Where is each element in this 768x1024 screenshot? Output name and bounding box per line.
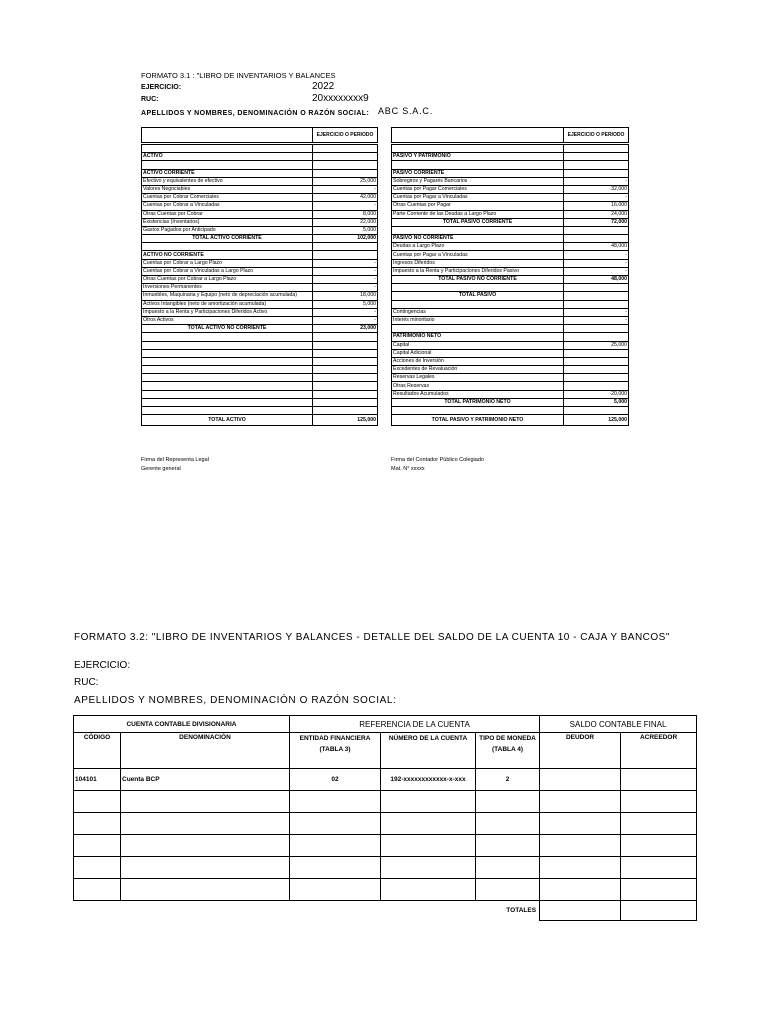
balance-row bbox=[392, 161, 629, 169]
cell-acreedor bbox=[621, 857, 697, 879]
f32-razon-label: APELLIDOS Y NOMBRES, DENOMINACIÓN O RAZÓN SOCIAL: bbox=[74, 695, 397, 706]
cell-deudor bbox=[540, 835, 621, 857]
account-value bbox=[313, 333, 378, 341]
account-label: Efectivo y equivalentes de efectivo bbox=[142, 177, 313, 185]
col-denominacion: DENOMINACIÓN bbox=[121, 733, 290, 769]
account-value: 5,000 bbox=[564, 398, 629, 406]
balance-row bbox=[142, 390, 378, 398]
account-label: TOTAL PATRIMONIO NETO bbox=[392, 398, 564, 406]
account-value bbox=[564, 292, 629, 300]
account-label bbox=[392, 407, 564, 415]
balance-row bbox=[392, 357, 629, 365]
balance-row bbox=[142, 235, 378, 243]
f31-title: FORMATO 3.1 : "LIBRO DE INVENTARIOS Y BALANCES bbox=[141, 71, 336, 80]
balance-row bbox=[142, 259, 378, 267]
account-label bbox=[142, 349, 313, 357]
account-value: 5,000 bbox=[313, 226, 378, 234]
account-value: 25,000 bbox=[564, 341, 629, 349]
cell-entidad bbox=[290, 813, 381, 835]
balance-row bbox=[392, 316, 629, 324]
balance-row bbox=[142, 341, 378, 349]
account-value bbox=[564, 382, 629, 390]
account-value bbox=[564, 235, 629, 243]
cell-codigo bbox=[74, 791, 121, 813]
balance-row bbox=[142, 194, 378, 202]
cell-numero bbox=[381, 813, 476, 835]
group-referencia-header: REFERENCIA DE LA CUENTA bbox=[290, 716, 540, 733]
balance-row bbox=[392, 308, 629, 316]
account-value bbox=[313, 374, 378, 382]
firma-contador: Firma del Contador Público Colegiado bbox=[391, 457, 484, 463]
account-label: TOTAL ACTIVO NO CORRIENTE bbox=[142, 325, 313, 333]
balance-row bbox=[142, 292, 378, 300]
account-value: 23,000 bbox=[313, 325, 378, 333]
account-label: Otros Activos bbox=[142, 316, 313, 324]
account-value: - bbox=[564, 259, 629, 267]
balance-row bbox=[392, 284, 629, 292]
balance-row bbox=[392, 390, 629, 398]
col-numero: NÚMERO DE LA CUENTA bbox=[381, 733, 476, 769]
account-label: Otras Cuentas por Pagar bbox=[392, 202, 564, 210]
cell-entidad: 02 bbox=[290, 769, 381, 791]
table-row bbox=[74, 791, 697, 813]
account-label: Cuentas por Cobrar a Largo Plazo bbox=[142, 259, 313, 267]
account-value: - bbox=[313, 316, 378, 324]
account-value: - bbox=[313, 259, 378, 267]
f31-razon-value: ABC S.A.C. bbox=[378, 106, 434, 116]
account-value: 5,000 bbox=[313, 300, 378, 308]
cell-entidad bbox=[290, 835, 381, 857]
f31-ejercicio-label: EJERCICIO: bbox=[141, 84, 182, 91]
account-value: 48,000 bbox=[564, 243, 629, 251]
cell-denominacion bbox=[121, 835, 290, 857]
balance-row bbox=[392, 292, 629, 300]
balance-row bbox=[142, 251, 378, 259]
account-label: Existencias (Inventarios) bbox=[142, 218, 313, 226]
cell-entidad bbox=[290, 857, 381, 879]
account-label: Cuentas por Cobrar Comerciales bbox=[142, 194, 313, 202]
account-label bbox=[142, 382, 313, 390]
account-label: TOTAL ACTIVO CORRIENTE bbox=[142, 235, 313, 243]
account-value bbox=[564, 325, 629, 333]
balance-row bbox=[142, 276, 378, 284]
cell-acreedor bbox=[621, 769, 697, 791]
account-label: Ingresos Diferidos bbox=[392, 259, 564, 267]
table-row bbox=[74, 879, 697, 901]
account-value bbox=[564, 333, 629, 341]
account-value bbox=[564, 226, 629, 234]
balance-row bbox=[392, 349, 629, 357]
col-tipo: TIPO DE MONEDA (TABLA 4) bbox=[476, 733, 540, 769]
account-value: - bbox=[564, 308, 629, 316]
account-label: Otras Reservas bbox=[392, 382, 564, 390]
account-label bbox=[142, 145, 313, 153]
account-label bbox=[392, 226, 564, 234]
balance-row bbox=[142, 325, 378, 333]
balance-row bbox=[142, 407, 378, 415]
account-value bbox=[564, 300, 629, 308]
f31-ruc-label: RUC: bbox=[141, 96, 159, 103]
table-row bbox=[74, 813, 697, 835]
f31-left-period-header bbox=[141, 127, 378, 143]
balance-row bbox=[142, 366, 378, 374]
account-value bbox=[313, 349, 378, 357]
account-label: Gastos Pagados por Anticipado bbox=[142, 226, 313, 234]
balance-row bbox=[142, 145, 378, 153]
cell-acreedor bbox=[621, 791, 697, 813]
table-row bbox=[74, 835, 697, 857]
totales-label: TOTALES bbox=[74, 901, 540, 921]
account-label: Cuentas por Pagar Comerciales bbox=[392, 185, 564, 193]
cell-deudor bbox=[540, 857, 621, 879]
account-label: Capital Adicional bbox=[392, 349, 564, 357]
account-value: 125,000 bbox=[313, 415, 378, 426]
account-label: PASIVO NO CORRIENTE bbox=[392, 235, 564, 243]
account-label: Parte Corriente de las Deudas a Largo Plazo bbox=[392, 210, 564, 218]
cell-numero bbox=[381, 791, 476, 813]
balance-row bbox=[392, 374, 629, 382]
account-label: ACTIVO NO CORRIENTE bbox=[142, 251, 313, 259]
col-entidad: ENTIDAD FINANCIERA (TABLA 3) bbox=[290, 733, 381, 769]
table-row bbox=[74, 857, 697, 879]
account-value bbox=[313, 390, 378, 398]
f31-razon-label: APELLIDOS Y NOMBRES, DENOMINACIÓN O RAZÓN SOCIAL: bbox=[141, 110, 370, 117]
balance-row bbox=[392, 300, 629, 308]
account-label bbox=[392, 300, 564, 308]
account-label: Acciones de Inversión bbox=[392, 357, 564, 365]
cell-entidad bbox=[290, 879, 381, 901]
account-label: Cuentas por Cobrar a Vinculadas a Largo Plazo bbox=[142, 267, 313, 275]
account-value: - bbox=[564, 177, 629, 185]
cell-numero: 192-xxxxxxxxxxxx-x-xxx bbox=[381, 769, 476, 791]
col-deudor: DEUDOR bbox=[540, 733, 621, 769]
account-label: Interés minoritario bbox=[392, 316, 564, 324]
group-saldo-header: SALDO CONTABLE FINAL bbox=[540, 716, 697, 733]
caja-bancos-table bbox=[73, 715, 697, 921]
account-value: - bbox=[564, 267, 629, 275]
cell-deudor bbox=[540, 813, 621, 835]
account-value: 48,000 bbox=[564, 276, 629, 284]
col-acreedor: ACREEDOR bbox=[621, 733, 697, 769]
cell-acreedor bbox=[621, 879, 697, 901]
total-deudor bbox=[540, 901, 621, 921]
balance-row bbox=[392, 177, 629, 185]
account-label bbox=[142, 390, 313, 398]
balance-row bbox=[392, 267, 629, 275]
f32-ruc-label: RUC: bbox=[74, 677, 99, 688]
account-value bbox=[313, 161, 378, 169]
account-label: Capital bbox=[392, 341, 564, 349]
account-value bbox=[313, 382, 378, 390]
f31-right-period-header bbox=[391, 127, 629, 143]
account-label: Otras Cuentas por Cobrar a Largo Plazo bbox=[142, 276, 313, 284]
account-label: ACTIVO bbox=[142, 153, 313, 161]
account-value bbox=[313, 145, 378, 153]
balance-row bbox=[392, 218, 629, 226]
account-value bbox=[313, 169, 378, 177]
balance-row bbox=[142, 169, 378, 177]
f31-ruc-value: 20xxxxxxxx9 bbox=[312, 93, 369, 104]
account-value: 125,000 bbox=[564, 415, 629, 426]
balance-row bbox=[392, 169, 629, 177]
account-label: TOTAL PASIVO Y PATRIMONIO NETO bbox=[392, 415, 564, 426]
account-value: 24,000 bbox=[564, 210, 629, 218]
balance-row bbox=[142, 210, 378, 218]
account-value: - bbox=[313, 276, 378, 284]
balance-row bbox=[142, 308, 378, 316]
balance-row bbox=[392, 210, 629, 218]
account-value: 16,000 bbox=[564, 202, 629, 210]
balance-row bbox=[392, 366, 629, 374]
table-row bbox=[74, 769, 697, 791]
balance-row bbox=[142, 398, 378, 406]
cell-codigo bbox=[74, 857, 121, 879]
group-cuenta-header: CUENTA CONTABLE DIVISIONARIA bbox=[74, 716, 290, 733]
account-value bbox=[564, 374, 629, 382]
balance-row bbox=[142, 316, 378, 324]
account-value bbox=[313, 243, 378, 251]
account-label bbox=[142, 398, 313, 406]
total-acreedor bbox=[621, 901, 697, 921]
balance-row bbox=[142, 382, 378, 390]
cell-codigo: 104101 bbox=[74, 769, 121, 791]
cell-denominacion bbox=[121, 857, 290, 879]
account-label: Sobregiros y Pagarés Bancarios bbox=[392, 177, 564, 185]
account-value bbox=[313, 398, 378, 406]
account-label: ACTIVO CORRIENTE bbox=[142, 169, 313, 177]
account-label bbox=[142, 374, 313, 382]
account-label: Cuentas por Cobrar a Vinculadas bbox=[142, 202, 313, 210]
balance-row bbox=[142, 357, 378, 365]
account-value: -20,000 bbox=[564, 390, 629, 398]
cell-codigo bbox=[74, 813, 121, 835]
account-value: 102,000 bbox=[313, 235, 378, 243]
balance-row bbox=[392, 398, 629, 406]
balance-row bbox=[142, 374, 378, 382]
account-value bbox=[313, 366, 378, 374]
account-label: Impuesto a la Renta y Participaciones Diferidos Activo bbox=[142, 308, 313, 316]
activo-table bbox=[141, 144, 378, 426]
balance-row bbox=[142, 300, 378, 308]
account-value: - bbox=[313, 308, 378, 316]
balance-row bbox=[392, 185, 629, 193]
balance-row bbox=[142, 226, 378, 234]
account-label: Excedentes de Revaluación bbox=[392, 366, 564, 374]
account-label: Inmuebles, Maquinaria y Equipo (neto de depreciación acumulada) bbox=[142, 292, 313, 300]
account-value bbox=[564, 349, 629, 357]
account-label bbox=[392, 161, 564, 169]
account-value bbox=[564, 161, 629, 169]
account-label: TOTAL PASIVO bbox=[392, 292, 564, 300]
account-label bbox=[142, 333, 313, 341]
cell-numero bbox=[381, 835, 476, 857]
account-label: Otras Cuentas por Cobrar bbox=[142, 210, 313, 218]
account-label bbox=[142, 366, 313, 374]
account-value: 72,000 bbox=[564, 218, 629, 226]
cell-tipo: 2 bbox=[476, 769, 540, 791]
balance-row bbox=[142, 284, 378, 292]
cell-denominacion bbox=[121, 791, 290, 813]
account-value bbox=[313, 251, 378, 259]
balance-row bbox=[392, 407, 629, 415]
cell-numero bbox=[381, 857, 476, 879]
balance-row bbox=[142, 153, 378, 161]
account-value bbox=[564, 153, 629, 161]
pasivo-patrimonio-table bbox=[391, 144, 629, 426]
account-label bbox=[392, 145, 564, 153]
f32-title: FORMATO 3.2: "LIBRO DE INVENTARIOS Y BALANCES - DETALLE DEL SALDO DE LA CUENTA 10 - CAJA Y BANCOS" bbox=[74, 632, 670, 643]
gerente-general: Gerente general bbox=[141, 466, 181, 472]
balance-row bbox=[392, 226, 629, 234]
cell-denominacion bbox=[121, 813, 290, 835]
account-label: TOTAL ACTIVO bbox=[142, 415, 313, 426]
account-label: Deudas a Largo Plazo bbox=[392, 243, 564, 251]
balance-row bbox=[142, 415, 378, 426]
account-value: 32,000 bbox=[564, 185, 629, 193]
balance-row bbox=[392, 259, 629, 267]
cell-tipo bbox=[476, 879, 540, 901]
account-label: TOTAL PASIVO NO CORRIENTE bbox=[392, 276, 564, 284]
account-value: 8,000 bbox=[313, 210, 378, 218]
account-label: PASIVO Y PATRIMONIO bbox=[392, 153, 564, 161]
account-label: Cuentas por Pagar a Vinculadas bbox=[392, 251, 564, 259]
balance-row bbox=[142, 349, 378, 357]
account-value bbox=[313, 357, 378, 365]
account-value bbox=[564, 357, 629, 365]
account-value bbox=[564, 169, 629, 177]
account-value: 22,000 bbox=[313, 218, 378, 226]
account-value bbox=[564, 145, 629, 153]
cell-denominacion: Cuenta BCP bbox=[121, 769, 290, 791]
account-label: Valores Negociables bbox=[142, 185, 313, 193]
account-value: 42,000 bbox=[313, 194, 378, 202]
account-label bbox=[142, 357, 313, 365]
balance-row bbox=[392, 415, 629, 426]
balance-row bbox=[142, 185, 378, 193]
firma-representante: Firma del Representa Legal bbox=[141, 457, 209, 463]
periodo-header: EJERCICIO O PERIODO bbox=[313, 128, 378, 143]
balance-row bbox=[392, 235, 629, 243]
account-label bbox=[392, 284, 564, 292]
balance-row bbox=[392, 194, 629, 202]
account-value bbox=[313, 341, 378, 349]
cell-deudor bbox=[540, 769, 621, 791]
cell-tipo bbox=[476, 835, 540, 857]
account-label bbox=[142, 243, 313, 251]
f31-ejercicio-value: 2022 bbox=[312, 81, 335, 92]
balance-row bbox=[392, 333, 629, 341]
balance-row bbox=[392, 382, 629, 390]
account-label: Impuesto a la Renta y Participaciones Diferidos Pasivo bbox=[392, 267, 564, 275]
account-value: - bbox=[313, 185, 378, 193]
cell-codigo bbox=[74, 879, 121, 901]
account-value bbox=[564, 284, 629, 292]
account-label: TOTAL PASIVO CORRIENTE bbox=[392, 218, 564, 226]
account-label: PASIVO CORRIENTE bbox=[392, 169, 564, 177]
balance-row bbox=[142, 177, 378, 185]
cell-acreedor bbox=[621, 835, 697, 857]
cell-acreedor bbox=[621, 813, 697, 835]
balance-row bbox=[392, 251, 629, 259]
account-value: 18,000 bbox=[313, 292, 378, 300]
account-label: Cuentas por Pagar a Vinculadas bbox=[392, 194, 564, 202]
f32-ejercicio-label: EJERCICIO: bbox=[74, 660, 131, 671]
balance-row bbox=[392, 276, 629, 284]
account-value: - bbox=[313, 202, 378, 210]
account-value: - bbox=[564, 194, 629, 202]
account-label bbox=[142, 161, 313, 169]
balance-row bbox=[142, 333, 378, 341]
account-label: Resultados Acumulados bbox=[392, 390, 564, 398]
cell-tipo bbox=[476, 813, 540, 835]
balance-row bbox=[392, 145, 629, 153]
account-label: Reservas Legales bbox=[392, 374, 564, 382]
account-value: 25,000 bbox=[313, 177, 378, 185]
balance-row bbox=[392, 341, 629, 349]
matricula: Mat. N° xxxxx bbox=[391, 466, 425, 472]
account-value: - bbox=[313, 267, 378, 275]
balance-row bbox=[142, 161, 378, 169]
balance-row bbox=[142, 202, 378, 210]
account-label bbox=[142, 341, 313, 349]
account-value: - bbox=[564, 251, 629, 259]
account-label bbox=[392, 325, 564, 333]
account-value bbox=[313, 153, 378, 161]
account-label bbox=[142, 407, 313, 415]
balance-row bbox=[142, 218, 378, 226]
account-value: - bbox=[564, 316, 629, 324]
cell-denominacion bbox=[121, 879, 290, 901]
balance-row bbox=[142, 267, 378, 275]
balance-row bbox=[392, 202, 629, 210]
cell-tipo bbox=[476, 857, 540, 879]
col-codigo: CÓDIGO bbox=[74, 733, 121, 769]
account-value: - bbox=[313, 284, 378, 292]
cell-codigo bbox=[74, 835, 121, 857]
balance-row bbox=[392, 243, 629, 251]
account-value bbox=[313, 407, 378, 415]
cell-numero bbox=[381, 879, 476, 901]
account-label: PATRIMONIO NETO bbox=[392, 333, 564, 341]
periodo-header: EJERCICIO O PERIODO bbox=[564, 128, 629, 143]
account-value bbox=[564, 366, 629, 374]
cell-entidad bbox=[290, 791, 381, 813]
balance-row bbox=[142, 243, 378, 251]
account-label: Contingencias bbox=[392, 308, 564, 316]
balance-row bbox=[392, 325, 629, 333]
account-label: Activos Intangibles (neto de amortización acumulada) bbox=[142, 300, 313, 308]
cell-deudor bbox=[540, 879, 621, 901]
cell-deudor bbox=[540, 791, 621, 813]
balance-row bbox=[392, 153, 629, 161]
cell-tipo bbox=[476, 791, 540, 813]
account-value bbox=[564, 407, 629, 415]
account-label: Inversiones Permanentes bbox=[142, 284, 313, 292]
